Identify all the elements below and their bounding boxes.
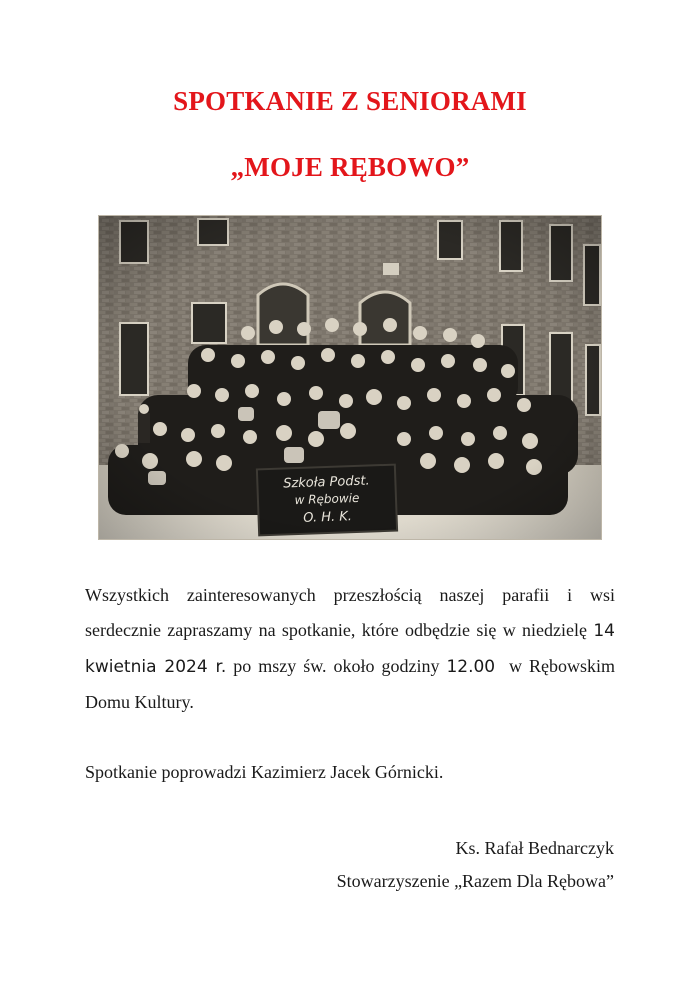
event-date: 14 kwietnia 2024 r.	[85, 621, 615, 677]
invite-text-2: po mszy św. około godziny	[226, 656, 447, 676]
historic-school-photo	[98, 215, 602, 540]
poster-subtitle: „MOJE RĘBOWO”	[230, 152, 470, 182]
signature-organization: Stowarzyszenie „Razem Dla Rębowa”	[336, 871, 614, 891]
event-time: 12.00	[446, 657, 496, 677]
poster-title: SPOTKANIE Z SENIORAMI	[173, 86, 527, 116]
invite-text-3: w Rębowskim Domu Kultury.	[85, 656, 620, 712]
invite-text-1: Wszystkich zainteresowanych przeszłością naszej parafii i wsi serdecznie zapraszamy na spotkanie, które odbędzie się w niedzielę	[85, 585, 615, 640]
host-paragraph: Spotkanie poprowadzi Kazimierz Jacek Górnicki.	[85, 762, 444, 782]
signature-name: Ks. Rafał Bednarczyk	[455, 838, 614, 858]
invitation-paragraph	[85, 578, 620, 720]
